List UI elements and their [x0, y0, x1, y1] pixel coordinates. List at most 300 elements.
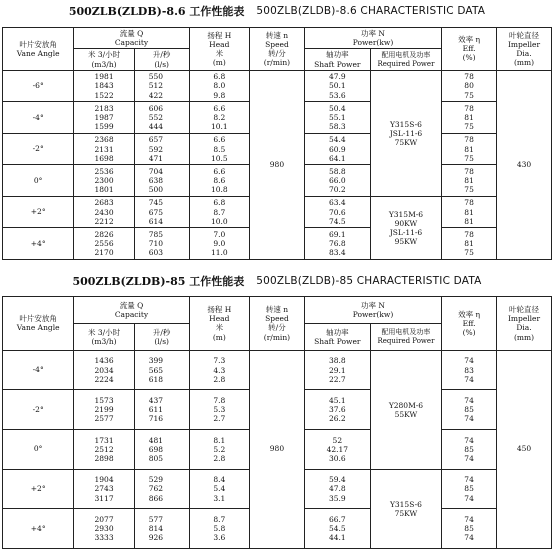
table1-shaft-value: 66.0	[328, 176, 346, 186]
table1-shaft-value: 50.4	[328, 103, 346, 113]
table2-shaft-value: 37.6	[328, 405, 346, 415]
table1-data-row	[3, 70, 552, 102]
table1-shaft-value: 55.1	[328, 113, 346, 122]
table1-q_m3h-value: 2212	[94, 216, 114, 226]
table1-eff-value: 78	[464, 103, 474, 113]
table2-eff-value: 85	[464, 524, 474, 534]
table2-speed-value: 980	[250, 350, 305, 548]
table1-q_ls-value: 512	[148, 81, 164, 91]
table1-title	[2, 2, 552, 20]
table2-q_m3h-value: 2224	[94, 374, 114, 384]
table2-head-cell	[189, 469, 249, 509]
table1-q_ls-value: 422	[148, 90, 164, 100]
table1-q_ls-value: 603	[148, 248, 164, 258]
table2-shaft-cell	[304, 509, 370, 549]
table1-head-value: 8.5	[213, 144, 226, 154]
table1-q_ls-value: 704	[148, 166, 164, 176]
table2-required-power-line: 75KW	[394, 508, 418, 518]
table2-title-cn: 500ZLB(ZLDB)-85 工作性能表	[72, 275, 245, 288]
table2-eff-cell	[442, 469, 497, 509]
table2-head-cell	[189, 390, 249, 430]
table1-header-row-1	[3, 28, 552, 49]
table1-header-head-cn: 扬程 H	[207, 30, 232, 40]
table2-shaft-value: 54.5	[328, 524, 346, 534]
table2-q_ls-value: 805	[148, 453, 164, 463]
table2-q_ls-value: 926	[148, 533, 164, 543]
table1-header-speed-cn2: 转/分	[268, 48, 286, 58]
table1-q_m3h-value: 1599	[94, 122, 114, 132]
table1-eff-value: 75	[464, 122, 474, 132]
table1-header-power-en: Power(kw)	[352, 38, 394, 48]
table1-head-value: 9.8	[213, 90, 226, 100]
table2-shaft-value: 52	[332, 435, 343, 445]
table1-head-value: 11.0	[210, 248, 228, 258]
table2-header-q-ls	[134, 323, 189, 350]
table1-header-flow-ls: 升/秒	[152, 50, 171, 60]
table2-eff-value: 85	[464, 405, 474, 415]
table2-header-vane	[3, 297, 74, 351]
table1-shaft-value: 70.2	[328, 185, 346, 195]
table1-header-eff-en: Eff.	[462, 44, 476, 54]
table1-q_ls-cell	[134, 102, 189, 134]
table1-q_m3h-value: 1801	[94, 185, 114, 195]
table1-header-imp-unit: (mm)	[513, 58, 535, 68]
table2-header-imp-en: Impeller	[507, 314, 541, 324]
table2-header-speed-cn2: 转/分	[268, 323, 286, 333]
table1-q_m3h-value: 2368	[94, 135, 114, 145]
table1-q_ls-cell	[134, 196, 189, 228]
table2-shaft-value: 44.1	[328, 533, 346, 543]
table2-header-flow-m3h: 米 3/小时	[87, 327, 121, 337]
table2-head-value: 2.7	[213, 414, 226, 424]
table1-head-value: 8.6	[213, 176, 226, 186]
table2-shaft-value: 47.8	[328, 484, 346, 494]
table2-head-value: 2.8	[213, 374, 226, 384]
table2-eff-value: 74	[464, 356, 474, 366]
table2-header-imp-cn: 叶轮直径	[509, 305, 539, 315]
table1-header-eff-unit: (%)	[462, 53, 476, 63]
table1-head-cell	[189, 133, 249, 165]
table2-header-head-unit: (m)	[212, 332, 226, 342]
table1-q_m3h-value: 2683	[94, 198, 114, 208]
table2-q_ls-value: 762	[148, 484, 164, 494]
table1-head-value: 6.6	[213, 103, 226, 113]
table1-eff-value: 78	[464, 230, 474, 239]
table1-q_m3h-value: 1981	[94, 72, 114, 82]
table2-header-head-en: Head	[209, 314, 230, 324]
table1-head-value: 8.7	[213, 207, 226, 217]
table1-header-flow-cn: 流量 Q	[119, 29, 144, 39]
table1-head-value: 9.0	[213, 239, 226, 249]
table1-q_ls-cell	[134, 70, 189, 102]
table1-q_ls-value: 552	[148, 113, 164, 122]
table2-header-flow-cn: 流量 Q	[119, 300, 144, 310]
table1-shaft-cell	[304, 133, 370, 165]
table1-q_m3h-value: 2131	[94, 144, 114, 154]
table1-header-shaft-cn: 轴功率	[326, 50, 349, 60]
table1-header-shaft-en: Shaft Power	[314, 59, 361, 69]
table1-shaft-value: 47.9	[328, 72, 346, 82]
table1-head-cell	[189, 70, 249, 102]
table2-q_m3h-value: 2930	[94, 524, 114, 534]
table1-header-vane	[3, 28, 74, 71]
table1-eff-value: 81	[464, 113, 474, 122]
table2-shaft-value: 30.6	[328, 453, 346, 463]
table2-shaft-value: 45.1	[328, 396, 346, 406]
table1-grid	[2, 27, 552, 260]
table2-header-eff-unit: (%)	[462, 327, 476, 337]
table1-header-required	[370, 49, 441, 70]
table1-q_ls-cell	[134, 228, 189, 260]
table1-q_m3h-value: 2430	[94, 207, 114, 217]
table2-head-value: 5.3	[213, 405, 226, 415]
table2-eff-value: 74	[464, 533, 474, 543]
table1-vane-angle: +2°	[3, 196, 74, 228]
table1-eff-value: 81	[464, 144, 474, 154]
table2-grid	[2, 296, 552, 549]
table1-header-impeller	[497, 28, 552, 71]
table2-q_m3h-value: 1731	[94, 435, 114, 445]
table2-q_m3h-cell	[74, 390, 134, 430]
table1-q_ls-cell	[134, 133, 189, 165]
table1-head-cell	[189, 196, 249, 228]
table2-head-value: 8.1	[213, 435, 226, 445]
table2-q_ls-value: 618	[148, 374, 164, 384]
table2-head-cell	[189, 350, 249, 390]
table1-header-speed	[250, 28, 305, 71]
table1-header-flow	[74, 28, 189, 49]
table1-header-eff	[442, 28, 497, 71]
table2-q_m3h-cell	[74, 509, 134, 549]
table2-q_ls-cell	[134, 469, 189, 509]
table1-header-power-cn: 功率 N	[361, 29, 385, 39]
table2-head-value: 3.6	[213, 533, 226, 543]
table1-required-power-line: 75KW	[394, 137, 418, 147]
table2-header-req-cn: 配用电机及功率	[381, 328, 431, 337]
table1-header-head-cn2: 米	[215, 48, 224, 58]
table1-header-imp-en2: Dia.	[516, 48, 532, 58]
table2-eff-value: 85	[464, 484, 474, 494]
table1-header-req-cn: 配用电机及功率	[381, 51, 431, 60]
table2-q_m3h-value: 3333	[94, 533, 114, 543]
table1-title-en: 500ZLB(ZLDB)-8.6 CHARACTERISTIC DATA	[256, 5, 486, 17]
table1-head-value: 8.0	[213, 81, 226, 91]
table1-required-power-line: 90KW	[394, 218, 418, 228]
table1-q_ls-value: 444	[148, 122, 164, 132]
table1-q_m3h-value: 1987	[94, 113, 114, 122]
table2-header-eff	[442, 297, 497, 351]
table1-head-value: 10.8	[210, 185, 228, 195]
table1-eff-cell	[442, 165, 497, 197]
table2-shaft-cell	[304, 469, 370, 509]
table2	[2, 296, 552, 549]
table1-header-speed-en: Speed	[265, 39, 289, 49]
table1-header-speed-cn: 转速 n	[265, 30, 289, 40]
table2-shaft-value: 66.7	[328, 514, 346, 524]
table1-q_m3h-value: 2556	[94, 239, 114, 249]
table1-shaft-value: 74.5	[328, 216, 346, 226]
table2-required-power-2	[370, 469, 441, 548]
table2-shaft-value: 26.2	[328, 414, 346, 424]
table2-header-eff-cn: 效率 η	[458, 309, 481, 319]
table2-header-head-cn: 扬程 H	[207, 305, 232, 315]
table2-eff-value: 74	[464, 514, 474, 524]
table2-shaft-value: 38.8	[328, 356, 346, 366]
table1-head-value: 10.0	[210, 216, 228, 226]
table2-shaft-value: 42.17	[326, 444, 349, 454]
table2-q_ls-value: 565	[148, 365, 164, 375]
table1-vane-angle: -4°	[3, 102, 74, 134]
table1-shaft-value: 53.6	[328, 90, 346, 100]
table2-header-head-cn2: 米	[215, 323, 224, 333]
table1-q_ls-value: 500	[148, 185, 164, 195]
table2-q_ls-cell	[134, 509, 189, 549]
table1-vane-angle: 0°	[3, 165, 74, 197]
table1-speed-value: 980	[250, 70, 305, 259]
table1-header-flow-m3h-unit: (m3/h)	[91, 59, 117, 69]
table1-header-vane-en: Vane Angle	[16, 48, 60, 58]
table1-q_ls-cell	[134, 165, 189, 197]
table1-eff-value: 78	[464, 166, 474, 176]
table1-header-q-m3h	[74, 49, 134, 70]
table1-q_m3h-value: 1843	[94, 81, 114, 91]
table2-eff-value: 74	[464, 475, 474, 485]
table2-header-imp-en2: Dia.	[516, 323, 532, 333]
table2-header-row-1	[3, 297, 552, 324]
table2-q_m3h-value: 2577	[94, 414, 114, 424]
table1-eff-cell	[442, 133, 497, 165]
table1-eff-cell	[442, 196, 497, 228]
table1-header-vane-cn: 叶片安放角	[19, 39, 57, 49]
table1-shaft-cell	[304, 165, 370, 197]
table2-q_m3h-value: 1573	[94, 396, 114, 406]
table2-header-flow-ls-unit: (l/s)	[154, 336, 169, 346]
table1-eff-value: 75	[464, 185, 474, 195]
table2-shaft-value: 35.9	[328, 493, 346, 503]
table2-q_ls-cell	[134, 350, 189, 390]
table1-required-power-line: JSL-11-6	[389, 128, 423, 138]
table2-header-power	[304, 297, 441, 324]
table1-impeller-value: 430	[497, 70, 552, 259]
table1-q_m3h-cell	[74, 165, 134, 197]
table1-required-power-line: Y315M-6	[388, 209, 424, 219]
table1-q_ls-value: 614	[148, 216, 164, 226]
table1-q_ls-value: 550	[148, 72, 164, 82]
table1-header-flow-en: Capacity	[114, 38, 149, 48]
table1-q_m3h-cell	[74, 228, 134, 260]
table1-eff-value: 75	[464, 90, 474, 100]
table2-q_ls-value: 611	[148, 405, 164, 415]
table2-eff-value: 74	[464, 374, 474, 384]
table1-q_m3h-cell	[74, 133, 134, 165]
table1-head-cell	[189, 165, 249, 197]
table1-q_m3h-value: 2183	[94, 103, 114, 113]
table2-q_ls-value: 399	[148, 356, 164, 366]
table1-shaft-value: 58.8	[328, 166, 346, 176]
table2-q_m3h-value: 1904	[94, 475, 114, 485]
table2-q_ls-cell	[134, 430, 189, 470]
table1-head-value: 6.6	[213, 166, 226, 176]
table2-head-value: 3.1	[213, 493, 226, 503]
table2-header-vane-cn: 叶片安放角	[19, 314, 57, 324]
table2-eff-value: 74	[464, 435, 474, 445]
table2-data-row	[3, 350, 552, 390]
table2-title	[2, 272, 552, 290]
table2-header-imp-unit: (mm)	[513, 332, 535, 342]
table1-title-cn: 500ZLB(ZLDB)-8.6 工作性能表	[68, 5, 245, 18]
table1-q_m3h-value: 1522	[94, 90, 114, 100]
table2-shaft-value: 59.4	[328, 475, 346, 485]
table1-q_ls-value: 592	[148, 144, 164, 154]
table2-eff-value: 74	[464, 493, 474, 503]
table1-header-head	[189, 28, 249, 71]
table1-shaft-value: 76.8	[328, 239, 346, 249]
table1-header-imp-cn: 叶轮直径	[509, 30, 539, 40]
table1-header-head-unit: (m)	[212, 58, 226, 68]
table1-header-flow-ls-unit: (l/s)	[154, 59, 169, 69]
table2-q_ls-value: 866	[148, 493, 164, 503]
table2-head-value: 5.8	[213, 524, 226, 534]
table1-shaft-value: 63.4	[328, 198, 346, 208]
table1-q_m3h-cell	[74, 102, 134, 134]
table2-header-power-cn: 功率 N	[361, 300, 385, 310]
table2-q_m3h-value: 2077	[94, 514, 114, 524]
table1-shaft-value: 70.6	[328, 207, 346, 217]
table1-head-cell	[189, 102, 249, 134]
table2-header-head	[189, 297, 249, 351]
table2-q_ls-value: 437	[148, 396, 164, 406]
table1-header-power	[304, 28, 441, 49]
table1-q_ls-value: 785	[148, 230, 164, 239]
table2-shaft-value: 22.7	[328, 374, 346, 384]
table2-q_m3h-value: 2512	[94, 444, 114, 454]
table1-q_m3h-cell	[74, 196, 134, 228]
table1-shaft-value: 64.1	[328, 153, 346, 163]
table2-header-impeller	[497, 297, 552, 351]
table2-eff-value: 74	[464, 396, 474, 406]
table1-head-value: 6.6	[213, 135, 226, 145]
table1-header-speed-unit: (r/min)	[263, 58, 291, 68]
table1-eff-value: 80	[464, 81, 474, 91]
table2-head-value: 5.4	[213, 484, 226, 494]
table2-header-shaft-cn: 轴功率	[326, 327, 349, 337]
table2-head-value: 8.4	[213, 475, 226, 485]
table2-q_m3h-value: 2199	[94, 405, 114, 415]
table1-head-value: 8.2	[213, 113, 226, 122]
table2-head-value: 5.2	[213, 444, 226, 454]
table2-q_m3h-value: 3117	[94, 493, 114, 503]
table2-head-cell	[189, 509, 249, 549]
table2-title-en: 500ZLB(ZLDB)-85 CHARACTERISTIC DATA	[256, 275, 482, 287]
table2-header-eff-en: Eff.	[462, 318, 476, 328]
table1-eff-value: 78	[464, 72, 474, 82]
table1-header-imp-en: Impeller	[507, 39, 541, 49]
table1-shaft-value: 69.1	[328, 230, 346, 239]
table2-header-power-en: Power(kw)	[352, 309, 394, 319]
table1-shaft-value: 60.9	[328, 144, 346, 154]
table2-eff-value: 83	[464, 365, 474, 375]
table2-eff-cell	[442, 509, 497, 549]
table2-vane-angle: 0°	[3, 430, 74, 470]
table2-header-flow-en: Capacity	[114, 309, 149, 319]
table1-vane-angle: -6°	[3, 70, 74, 102]
table1-q_m3h-value: 1698	[94, 153, 114, 163]
table1-header-req-en: Required Power	[377, 59, 435, 68]
table1-head-value: 6.8	[213, 198, 226, 208]
table2-q_ls-value: 814	[148, 524, 164, 534]
table1-q_ls-value: 471	[148, 153, 164, 163]
table1-header-head-en: Head	[209, 39, 230, 49]
table1-required-power-2	[370, 196, 441, 259]
table2-required-power-line: Y315S-6	[389, 499, 422, 509]
table1-shaft-value: 54.4	[328, 135, 346, 145]
table1-required-power-line: 95KW	[394, 237, 418, 247]
table2-q_m3h-value: 2898	[94, 453, 114, 463]
table1-header-q-ls	[134, 49, 189, 70]
table1-q_ls-value: 638	[148, 176, 164, 186]
table2-header-flow-m3h-unit: (m3/h)	[91, 336, 117, 346]
table1-q_m3h-value: 2536	[94, 166, 114, 176]
table2-header-speed-unit: (r/min)	[263, 332, 291, 342]
table2-header-shaft-en: Shaft Power	[314, 336, 361, 346]
table1-required-power-line: JSL-11-6	[389, 227, 423, 237]
table2-vane-angle: -2°	[3, 390, 74, 430]
table1-vane-angle: +4°	[3, 228, 74, 260]
table2-impeller-value: 450	[497, 350, 552, 548]
table2-head-value: 7.3	[213, 356, 226, 366]
table2-q_m3h-cell	[74, 469, 134, 509]
table1-shaft-value: 50.1	[328, 81, 346, 91]
table2-q_ls-value: 716	[148, 414, 164, 424]
table1-eff-value: 78	[464, 198, 474, 208]
table1-shaft-value: 83.4	[328, 248, 346, 258]
table2-header-required	[370, 323, 441, 350]
table2-q_m3h-cell	[74, 350, 134, 390]
table2-shaft-cell	[304, 390, 370, 430]
table1-header-shaft	[304, 49, 370, 70]
table1-required-power-line: Y315S-6	[389, 119, 422, 129]
table2-eff-cell	[442, 350, 497, 390]
table1-q_ls-value: 657	[148, 135, 164, 145]
table1-head-value: 10.5	[210, 153, 228, 163]
table1-header-eff-cn: 效率 η	[458, 35, 481, 45]
table2-required-power-line: Y280M-6	[388, 400, 424, 410]
table2-q_ls-value: 529	[148, 475, 164, 485]
table1-q_ls-value: 675	[148, 207, 164, 217]
table2-shaft-cell	[304, 430, 370, 470]
table2-header-flow	[74, 297, 189, 324]
table2-head-value: 8.7	[213, 514, 226, 524]
table2-vane-angle: -4°	[3, 350, 74, 390]
table1-eff-value: 75	[464, 153, 474, 163]
table1-eff-cell	[442, 228, 497, 260]
table1-q_ls-value: 606	[148, 103, 164, 113]
table2-header-shaft	[304, 323, 370, 350]
table1-required-power-1	[370, 70, 441, 196]
table1-q_ls-value: 745	[148, 198, 164, 208]
table2-header-speed	[250, 297, 305, 351]
table1-head-value: 7.0	[213, 230, 226, 239]
table1-head-value: 6.8	[213, 72, 226, 82]
table1-eff-value: 75	[464, 248, 474, 258]
table1-shaft-cell	[304, 102, 370, 134]
table1-eff-value: 81	[464, 239, 474, 249]
table2-head-value: 2.8	[213, 453, 226, 463]
table2-q_m3h-cell	[74, 430, 134, 470]
table1-q_m3h-value: 2826	[94, 230, 114, 239]
table2-head-value: 4.3	[213, 365, 226, 375]
table2-eff-value: 74	[464, 414, 474, 424]
